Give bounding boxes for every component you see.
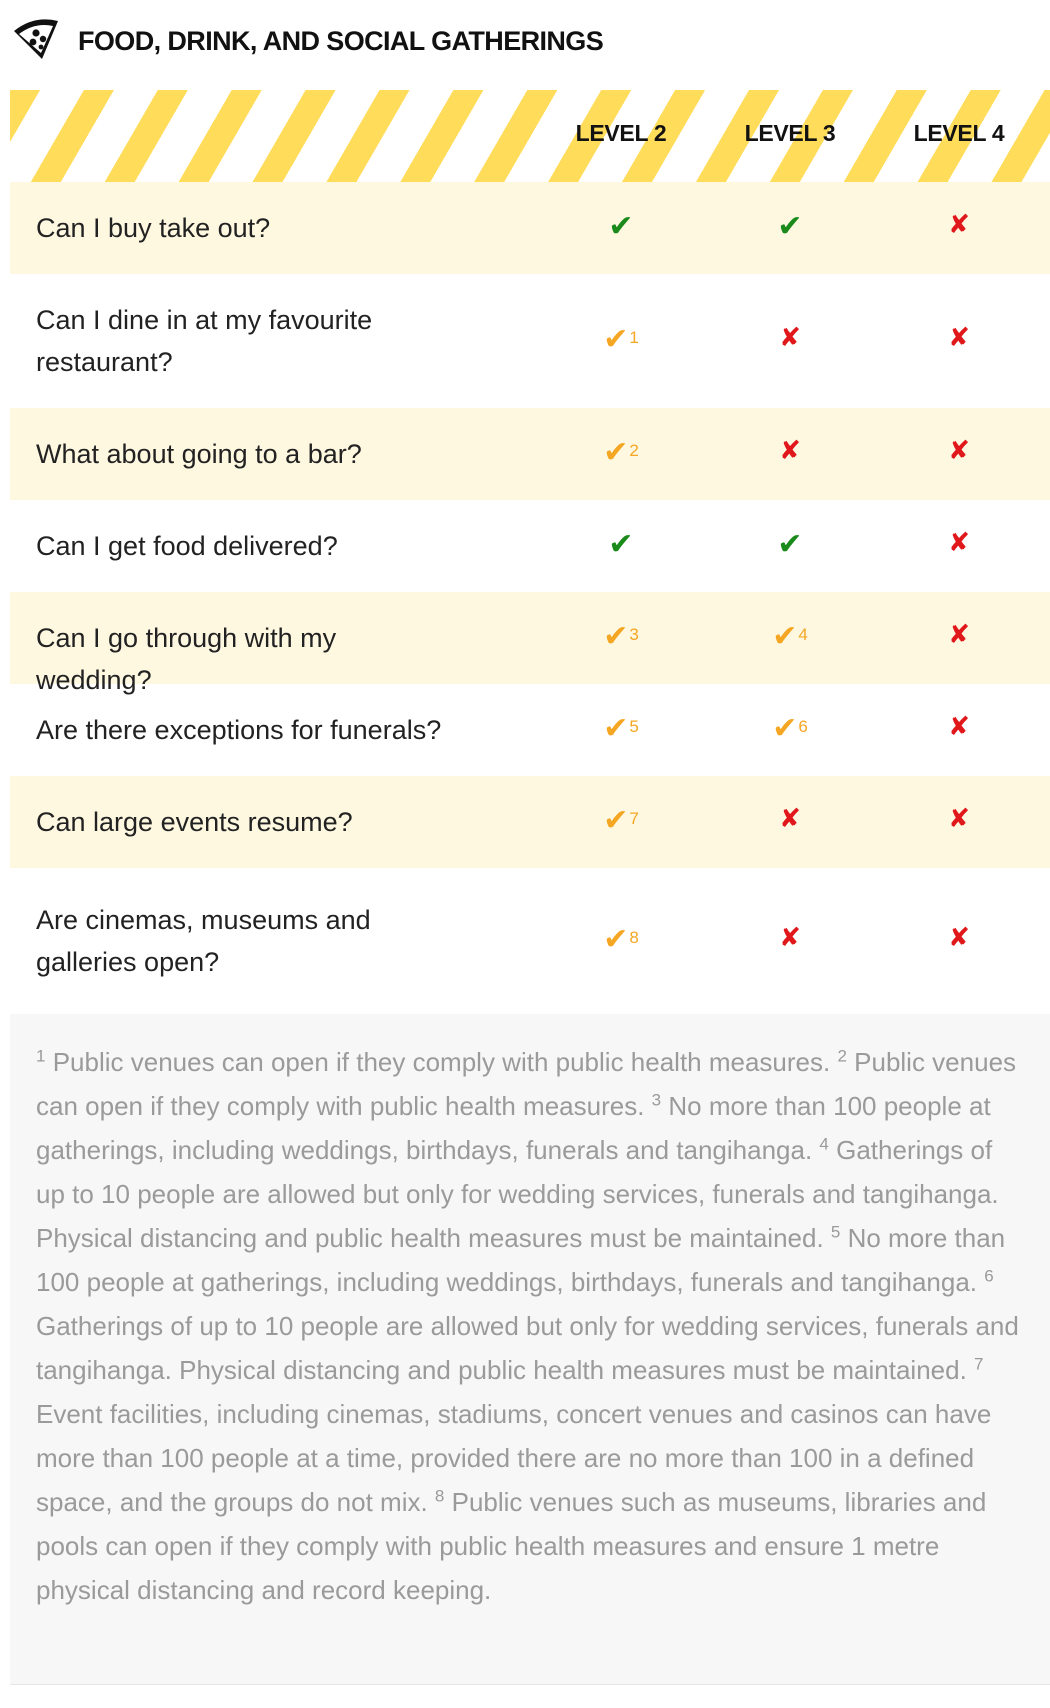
table-row	[10, 408, 1050, 500]
footnote-text: Gatherings of up to 10 people are allowed but only for wedding services, funerals and tangihanga. Physical distancing and public health measures must be maintained.	[36, 1311, 1019, 1385]
cross-mark-icon	[760, 325, 820, 351]
check-mark-icon	[591, 711, 651, 746]
mark-glyph: ✘	[948, 323, 970, 353]
row-question: Are cinemas, museums and galleries open?	[36, 905, 371, 977]
footnote-number: 1	[36, 1046, 46, 1066]
table-row	[10, 500, 1050, 592]
cross-mark-icon	[760, 438, 820, 464]
mark-glyph: ✘	[779, 323, 801, 353]
footnote-text: No more than 100 people at gatherings, including weddings, birthdays, funerals and tangihanga.	[36, 1223, 1006, 1297]
footnote-text: Public venues can open if they comply with public health measures.	[45, 1047, 838, 1077]
footnote-ref: 3	[629, 624, 639, 644]
footnote-ref: 7	[629, 808, 639, 828]
table-row	[10, 684, 1050, 776]
mark-glyph: ✔	[603, 619, 629, 654]
cross-mark-icon	[929, 622, 989, 648]
footnote-number: 5	[830, 1222, 841, 1242]
mark-glyph: ✘	[948, 528, 970, 558]
footnote-number: 7	[974, 1354, 984, 1374]
section-title: FOOD, DRINK, AND SOCIAL GATHERINGS	[78, 25, 604, 56]
mark-glyph: ✔	[772, 619, 798, 654]
cross-mark-icon	[760, 925, 820, 951]
cross-mark-icon	[929, 212, 989, 238]
mark-glyph: ✘	[779, 923, 801, 953]
cross-mark-icon	[929, 438, 989, 464]
check-mark-icon	[591, 322, 651, 357]
mark-glyph: ✔	[603, 803, 629, 838]
cross-mark-icon	[929, 925, 989, 951]
section-header	[10, 14, 603, 68]
mark-glyph: ✔	[777, 527, 803, 562]
cross-mark-icon	[929, 714, 989, 740]
footnote-ref: 4	[798, 624, 808, 644]
footnote-number: 4	[819, 1134, 829, 1154]
column-header-level-3: LEVEL 3	[744, 120, 836, 146]
mark-glyph: ✔	[603, 322, 629, 357]
footnotes-panel	[10, 1014, 1050, 1684]
check-mark-icon	[591, 527, 651, 562]
mark-glyph: ✘	[948, 923, 970, 953]
check-mark-icon	[591, 209, 651, 244]
cross-mark-icon	[760, 806, 820, 832]
column-header-level-4: LEVEL 4	[913, 120, 1005, 146]
row-question: Can large events resume?	[36, 807, 353, 837]
footnote-text: Gatherings of up to 10 people are allowed but only for wedding services, funerals and tangihanga. Physical distancing and public health measures must be maintained.	[36, 1135, 999, 1253]
mark-glyph: ✔	[603, 922, 629, 957]
mark-glyph: ✔	[608, 209, 634, 244]
check-mark-icon	[760, 527, 820, 562]
check-mark-icon	[760, 619, 820, 654]
mark-glyph: ✔	[603, 711, 629, 746]
cross-mark-icon	[929, 325, 989, 351]
check-mark-icon	[591, 803, 651, 838]
mark-glyph: ✘	[779, 804, 801, 834]
footnote-text: Public venues such as museums, libraries and pools can open if they comply with public health measures and ensure 1 metre physical distancing and record keeping.	[36, 1487, 987, 1605]
footnote-ref: 6	[798, 716, 808, 736]
mark-glyph: ✘	[948, 436, 970, 466]
row-question: What about going to a bar?	[36, 439, 362, 469]
mark-glyph: ✔	[772, 711, 798, 746]
table-row	[10, 182, 1050, 274]
table-row	[10, 274, 1050, 408]
row-question: Can I go through with my wedding?	[36, 623, 337, 695]
footnote-number: 2	[837, 1046, 847, 1066]
mark-glyph: ✘	[948, 804, 970, 834]
mark-glyph: ✘	[948, 620, 970, 650]
mark-glyph: ✔	[608, 527, 634, 562]
footnote-number: 3	[651, 1090, 662, 1110]
pizza-slice-icon	[10, 13, 62, 70]
table-row	[10, 868, 1050, 1014]
footnote-text: Event facilities, including cinemas, stadiums, concert venues and casinos can have more than 100 people at a time, provided there are no more than 100 in a defined space, and the groups do not mix.	[36, 1399, 992, 1517]
check-mark-icon	[760, 711, 820, 746]
footnote-text: No more than 100 people at gatherings, including weddings, birthdays, funerals and tangihanga.	[36, 1091, 991, 1165]
check-mark-icon	[760, 209, 820, 244]
check-mark-icon	[591, 922, 651, 957]
footnote-ref: 8	[629, 927, 639, 947]
table-row	[10, 776, 1050, 868]
mark-glyph: ✘	[779, 436, 801, 466]
footnote-number: 6	[984, 1266, 994, 1286]
footnote-number: 8	[434, 1486, 445, 1506]
cross-mark-icon	[929, 530, 989, 556]
footnote-ref: 5	[629, 716, 639, 736]
mark-glyph: ✘	[948, 712, 970, 742]
footnotes-text	[36, 1040, 1024, 1612]
mark-glyph: ✔	[603, 435, 629, 470]
mark-glyph: ✘	[948, 210, 970, 240]
footnote-ref: 2	[629, 440, 639, 460]
footnote-ref: 1	[629, 327, 639, 347]
cross-mark-icon	[929, 806, 989, 832]
footnote-text: Public venues can open if they comply with public health measures.	[36, 1047, 1017, 1121]
column-header-level-2: LEVEL 2	[575, 120, 667, 146]
check-mark-icon	[591, 435, 651, 470]
row-question: Can I dine in at my favourite restaurant?	[36, 305, 373, 377]
row-question: Are there exceptions for funerals?	[36, 715, 442, 745]
check-mark-icon	[591, 619, 651, 654]
mark-glyph: ✔	[777, 209, 803, 244]
divider	[10, 1684, 1050, 1685]
table-header	[10, 90, 1050, 182]
row-question: Can I buy take out?	[36, 213, 271, 243]
table-row	[10, 592, 1050, 695]
row-question: Can I get food delivered?	[36, 531, 338, 561]
